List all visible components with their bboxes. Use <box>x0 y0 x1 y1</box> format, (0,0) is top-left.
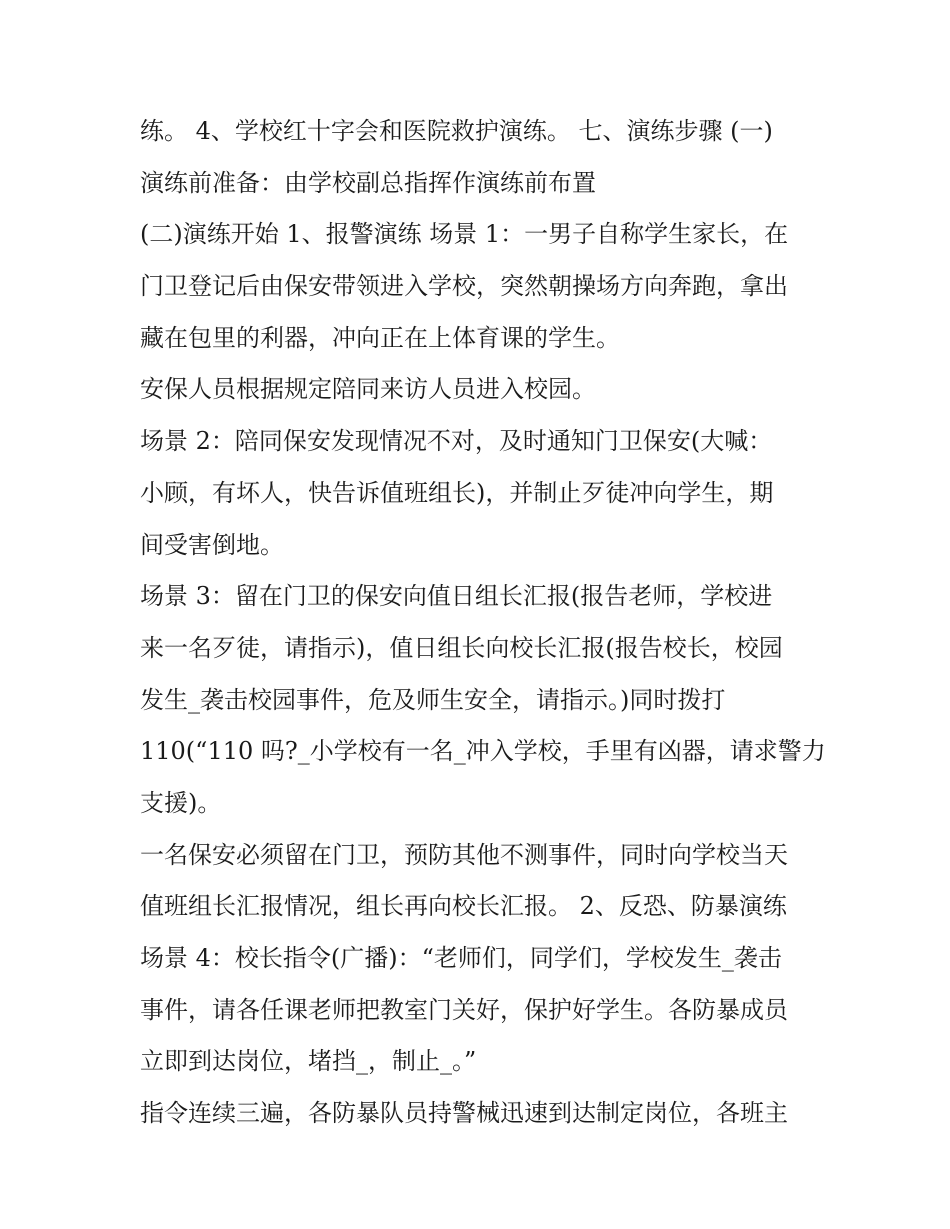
text-line: 场景 4：校长指令(广播)：“老师们，同学们，学校发生_袭击 <box>140 944 782 972</box>
text-line: 一名保安必须留在门卫，预防其他不测事件，同时向学校当天 <box>140 840 788 869</box>
text-line: 演练前准备：由学校副总指挥作演练前布置 <box>140 168 596 197</box>
text-line: 指令连续三遍，各防暴队员持警械迅速到达制定岗位，各班主 <box>140 1099 788 1128</box>
text-line: 值班组长汇报情况，组长再向校长汇报。 2、反恐、防暴演练 <box>140 892 787 921</box>
text-line: 间受害倒地。 <box>140 530 284 559</box>
document-body <box>140 106 826 1140</box>
text-line: 场景 2：陪同保安发现情况不对，及时通知门卫保安(大喊： <box>140 427 773 456</box>
text-line: 藏在包里的利器，冲向正在上体育课的学生。 <box>140 323 620 352</box>
text-line: 事件，请各任课老师把教室门关好，保护好学生。各防暴成员 <box>140 995 788 1024</box>
text-line: 练。 4、学校红十字会和医院救护演练。 七、演练步骤 (一) <box>140 117 773 145</box>
text-line: 场景 3：留在门卫的保安向值日组长汇报(报告老师，学校进 <box>140 582 773 611</box>
text-line: 立即到达岗位，堵挡_，制止_。” <box>140 1047 477 1076</box>
text-line: 小顾，有坏人，快告诉值班组长)，并制止歹徒冲向学生，期 <box>140 478 774 507</box>
text-line: (二)演练开始 1、报警演练 场景 1：一男子自称学生家长，在 <box>140 220 789 249</box>
text-line: 支援)。 <box>140 788 222 817</box>
text-line: 110(“110 吗?_小学校有一名_冲入学校，手里有凶器，请求警力 <box>140 737 826 766</box>
text-line: 发生_袭击校园事件，危及师生安全，请指示。)同时拨打 <box>140 685 726 714</box>
text-line: 来一名歹徒，请指示)，值日组长向校长汇报(报告校长，校园 <box>140 633 783 662</box>
text-line: 门卫登记后由保安带领进入学校，突然朝操场方向奔跑，拿出 <box>140 272 788 301</box>
text-line: 安保人员根据规定陪同来访人员进入校园。 <box>140 375 596 404</box>
